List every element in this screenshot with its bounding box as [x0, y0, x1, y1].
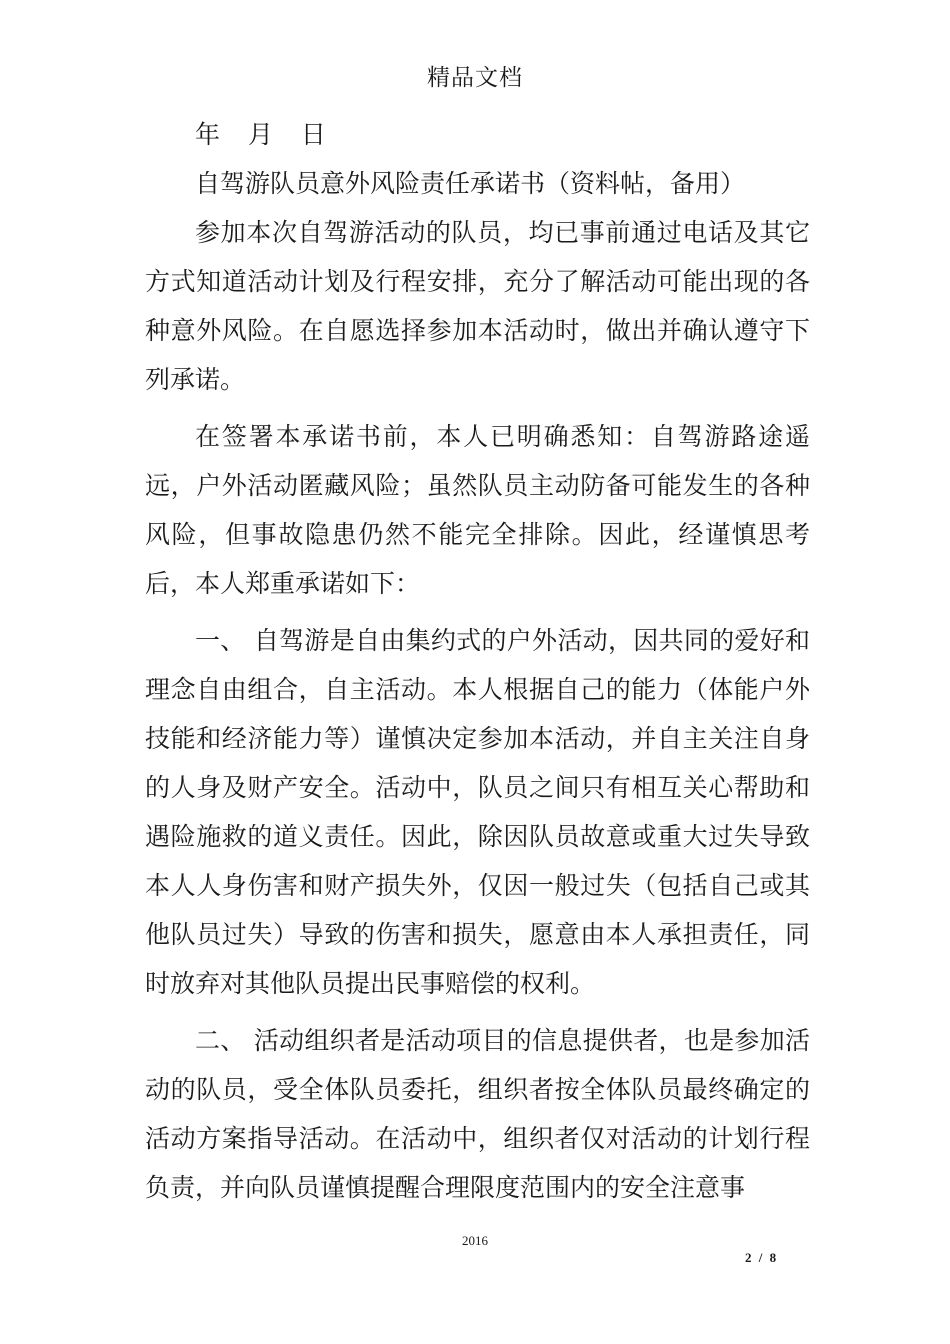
date-line: 年 月 日 [195, 120, 336, 149]
page-number: 2 / 8 [745, 1250, 777, 1265]
paragraph-intro: 参加本次自驾游活动的队员，均已事前通过电话及其它方式知道活动计划及行程安排，充分了解活动可能出现的各种意外风险。在自愿选择参加本活动时，做出并确认遵守下列承诺。 [145, 218, 810, 394]
paragraph-notice: 在签署本承诺书前，本人已明确悉知：自驾游路途遥远，户外活动匿藏风险；虽然队员主动防备可能发生的各种风险，但事故隐患仍然不能完全排除。因此，经谨慎思考后，本人郑重承诺如下： [145, 422, 810, 598]
page-header-title: 精品文档 [427, 65, 523, 91]
document-body [145, 110, 810, 1212]
document-title: 自驾游队员意外风险责任承诺书（资料帖，备用） [195, 169, 746, 198]
clause-two: 二、 活动组织者是活动项目的信息提供者，也是参加活动的队员，受全体队员委托，组织者按全体队员最终确定的活动方案指导活动。在活动中，组织者仅对活动的计划行程负责，并向队员谨慎提醒合理限度范围内的安全注意事 [145, 1026, 810, 1202]
footer-year: 2016 [462, 1233, 488, 1248]
clause-one: 一、 自驾游是自由集约式的户外活动，因共同的爱好和理念自由组合，自主活动。本人根据自己的能力（体能户外技能和经济能力等）谨慎决定参加本活动，并自主关注自身的人身及财产安全。活动中，队员之间只有相互关心帮助和遇险施救的道义责任。因此，除因队员故意或重大过失导致本人人身伤害和财产损失外，仅因一般过失（包括自己或其他队员过失）导致的伤害和损失，愿意由本人承担责任，同时放弃对其他队员提出民事赔偿的权利。 [145, 626, 810, 998]
